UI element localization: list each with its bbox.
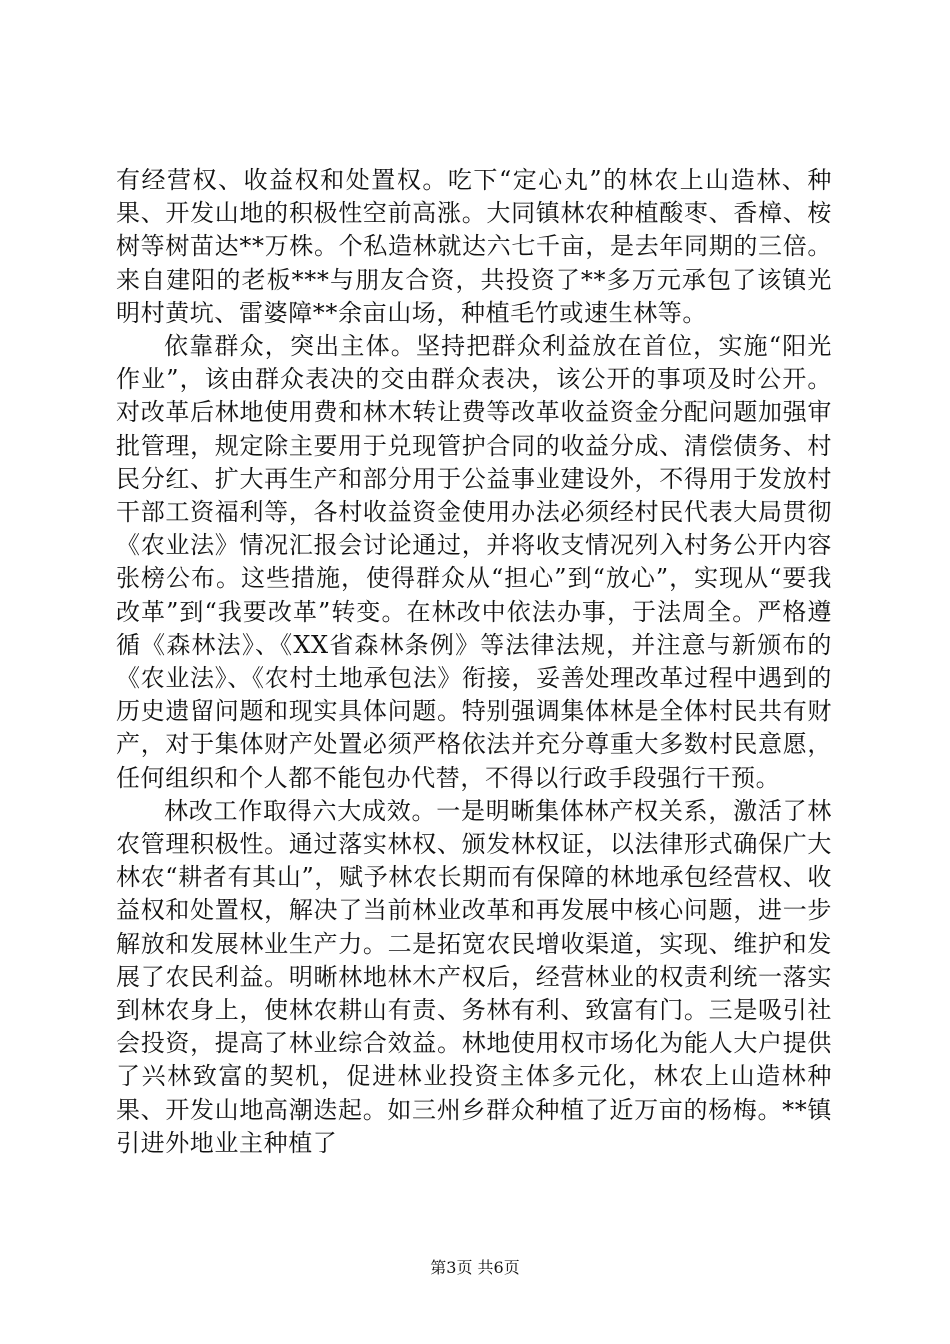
paragraph-continuation: 有经营权、收益权和处置权。吃下“定心丸”的林农上山造林、种果、开发山地的积极性空前高涨。大同镇林农种植酸枣、香樟、桉树等树苗达**万株。个私造林就达六七千亩，是去年同期的三倍。来自建阳的老板***与朋友合资，共投资了**多万元承包了该镇光明村黄坑、雷婆障**余亩山场，种植毛竹或速生林等。 [116,166,832,327]
paragraph-rely-on-masses: 依靠群众，突出主体。坚持把群众利益放在首位，实施“阳光作业”，该由群众表决的交由群众表决，该公开的事项及时公开。对改革后林地使用费和林木转让费等改革收益资金分配问题加强审批管理，规定除主要用于兑现管护合同的收益分成、清偿债务、村民分红、扩大再生产和部分用于公益事业建设外，不得用于发放村干部工资福利等，各村收益资金使用办法必须经村民代表大局贯彻《农业法》情况汇报会讨论通过，并将收支情况列入村务公开内容张榜公布。这些措施，使得群众从“担心”到“放心”，实现从“要我改革”到“我要改革”转变。在林改中依法办事，于法周全。严格遵循《森林法》、《XX省森林条例》等法律法规，并注意与新颁布的《农业法》、《农村土地承包法》衔接，妥善处理改革过程中遇到的历史遗留问题和现实具体问题。特别强调集体林是全体村民共有财产，对于集体财产处置必须严格依法并充分尊重大多数村民意愿，任何组织和个人都不能包办代替，不得以行政手段强行干预。 [116,332,832,792]
paragraph-six-achievements: 林改工作取得六大成效。一是明晰集体林产权关系，激活了林农管理积极性。通过落实林权、颁发林权证，以法律形式确保广大林农“耕者有其山”，赋予林农长期而有保障的林地承包经营权、收益权和处置权，解决了当前林业改革和再发展中核心问题，进一步解放和发展林业生产力。二是拓宽农民增收渠道，实现、维护和发展了农民利益。明晰林地林木产权后，经营林业的权责利统一落实到林农身上，使林农耕山有责、务林有利、致富有门。三是吸引社会投资，提高了林业综合效益。林地使用权市场化为能人大户提供了兴林致富的契机，促进林业投资主体多元化，林农上山造林种果、开发山地高潮迭起。如三州乡群众种植了近万亩的杨梅。**镇引进外地业主种植了 [116,796,832,1157]
document-body [116,164,832,1160]
page-footer: 第3页 共6页 [430,1258,520,1277]
